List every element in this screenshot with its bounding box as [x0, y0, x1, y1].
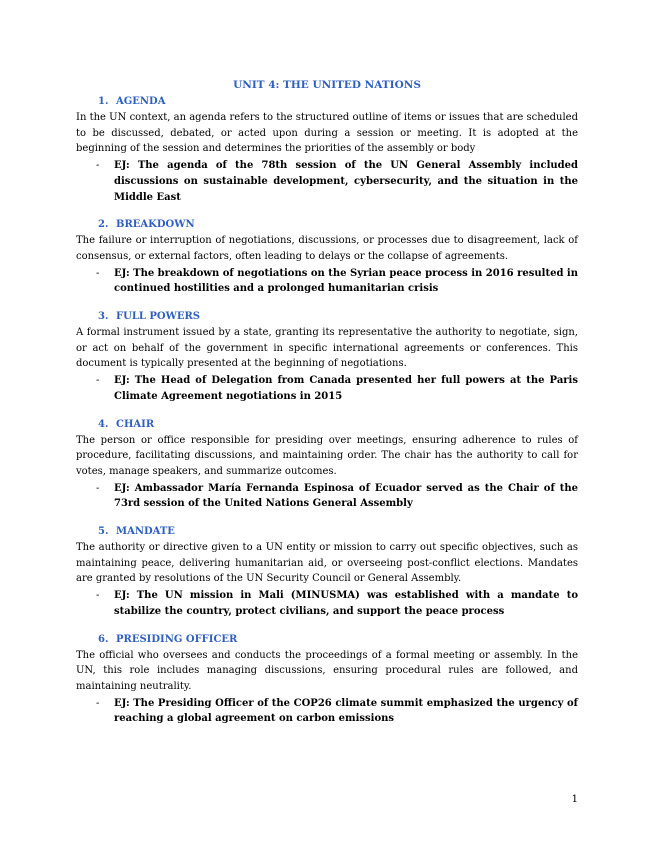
section-heading — [98, 633, 578, 647]
page-number: 1 — [571, 794, 578, 805]
section-title: PRESIDING OFFICER — [116, 633, 238, 645]
example-text: EJ: The Head of Delegation from Canada presented her full powers at the Paris Climate Agreement negotiations in 2015 — [114, 375, 578, 402]
bullet-dash: - — [96, 267, 100, 279]
example-item — [76, 373, 578, 404]
section-chair — [76, 418, 578, 513]
definition-text: The authority or directive given to a UN entity or mission to carry out specific objectives, such as maintaining peace, delivering humanitarian aid, or overseeing post-conflict elections. Mandates are granted by resolutions of the UN Security Council or General Assembly. — [76, 542, 578, 585]
example-text: EJ: The Presiding Officer of the COP26 climate summit emphasized the urgency of reaching a global agreement on carbon emissions — [114, 697, 578, 725]
section-presiding-officer — [76, 633, 578, 728]
section-heading — [98, 525, 578, 539]
definition-text: A formal instrument issued by a state, granting its representative the authority to negotiate, sign, or act on behalf of the government in specific international agreements or conferences. This document is typically presented at the beginning of negotiations. — [76, 327, 578, 370]
document-page — [76, 78, 578, 740]
section-title: AGENDA — [116, 96, 166, 107]
example-text: EJ: The breakdown of negotiations on the Syrian peace process in 2016 resulted in continued hostilities and a prolonged humanitarian crisis — [114, 267, 578, 295]
section-heading — [98, 310, 578, 324]
section-number: 6. — [98, 633, 109, 645]
page-title: UNIT 4: THE UNITED NATIONS — [233, 79, 421, 91]
definition-text: The person or office responsible for presiding over meetings, ensuring adherence to rules of procedure, facilitating discussions, and maintaining order. The chair has the authority to call for votes, manage speakers, and summarize outcomes. — [76, 434, 578, 477]
example-text: EJ: Ambassador María Fernanda Espinosa of Ecuador served as the Chair of the 73rd session of the United Nations General Assembly — [114, 482, 578, 510]
definition-text: In the UN context, an agenda refers to the structured outline of items or issues that are scheduled to be discussed, debated, or acted upon during a session or meeting. It is adopted at the beginning of the session and determines the priorities of the assembly or body — [76, 112, 578, 155]
section-agenda — [76, 95, 578, 205]
definition-text: The failure or interruption of negotiations, discussions, or processes due to disagreement, lack of consensus, or external factors, often leading to delays or the collapse of agreements. — [76, 235, 578, 262]
section-title: MANDATE — [116, 526, 175, 538]
section-number: 5. — [98, 526, 109, 538]
bullet-dash: - — [96, 697, 100, 709]
section-mandate — [76, 525, 578, 620]
definition-text: The official who oversees and conducts the proceedings of a formal meeting or assembly. In the UN, this role includes managing discussions, ensuring procedural rules are followed, and maintaining neutrality. — [76, 649, 578, 692]
section-title: BREAKDOWN — [116, 219, 195, 231]
section-title: FULL POWERS — [116, 311, 200, 323]
section-heading — [98, 218, 578, 232]
bullet-dash: - — [96, 375, 100, 387]
section-number: 4. — [98, 418, 109, 430]
section-full-powers — [76, 310, 578, 405]
section-breakdown — [76, 218, 578, 297]
example-item — [76, 696, 578, 727]
section-heading — [98, 95, 578, 109]
example-item — [76, 588, 578, 619]
example-item — [76, 158, 578, 205]
section-number: 2. — [98, 219, 109, 231]
section-number: 1. — [98, 96, 109, 107]
example-text: EJ: The agenda of the 78th session of the UN General Assembly included discussions on sustainable development, cybersecurity, and the situation in the Middle East — [114, 160, 578, 203]
example-item — [76, 481, 578, 512]
section-title: CHAIR — [116, 418, 155, 430]
bullet-dash: - — [96, 590, 100, 602]
example-item — [76, 266, 578, 297]
section-number: 3. — [98, 311, 109, 323]
example-text: EJ: The UN mission in Mali (MINUSMA) was established with a mandate to stabilize the country, protect civilians, and support the peace process — [114, 590, 578, 617]
bullet-dash: - — [96, 160, 100, 172]
section-heading — [98, 418, 578, 432]
bullet-dash: - — [96, 482, 100, 494]
